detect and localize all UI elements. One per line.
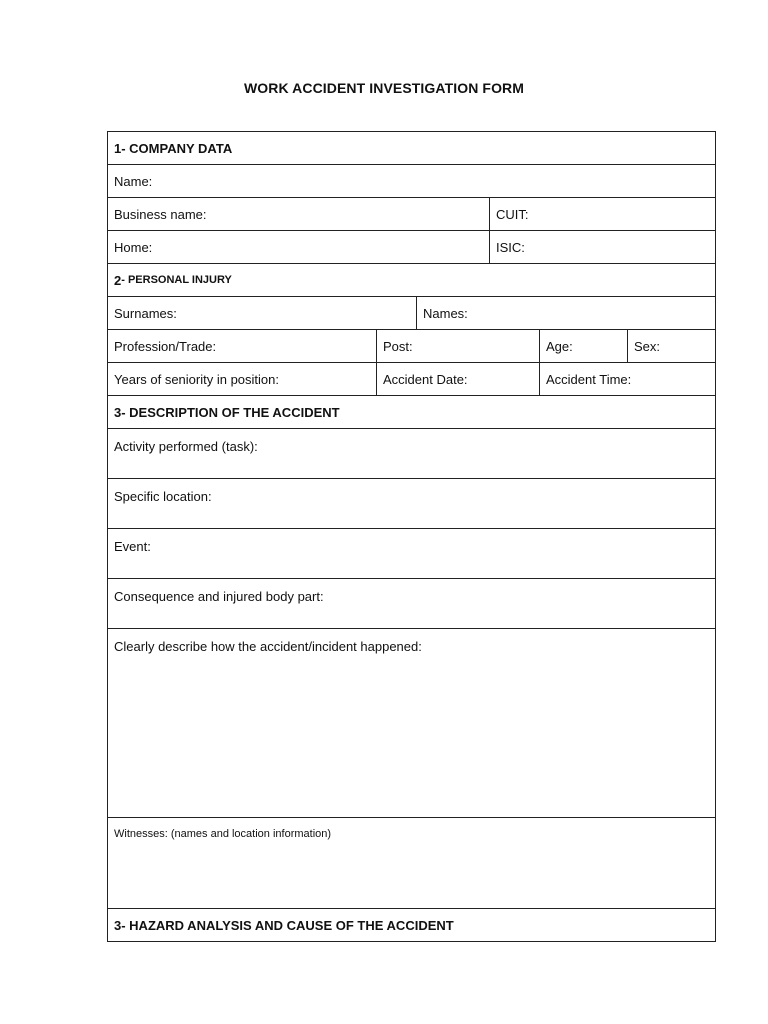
specific-location-field[interactable]: Specific location: xyxy=(108,479,716,529)
accident-time-field[interactable]: Accident Time: xyxy=(540,363,716,396)
cuit-field[interactable]: CUIT: xyxy=(490,198,716,231)
consequence-field[interactable]: Consequence and injured body part: xyxy=(108,579,716,629)
post-field[interactable]: Post: xyxy=(377,330,540,363)
location-row xyxy=(108,479,716,529)
seniority-field[interactable]: Years of seniority in position: xyxy=(108,363,377,396)
profession-field[interactable]: Profession/Trade: xyxy=(108,330,377,363)
surnames-row xyxy=(108,297,716,330)
company-data-heading: 1- COMPANY DATA xyxy=(108,132,716,165)
business-name-row xyxy=(108,198,716,231)
witnesses-row xyxy=(108,818,716,909)
accident-description-field[interactable]: Clearly describe how the accident/incident happened: xyxy=(108,629,716,818)
names-field[interactable]: Names: xyxy=(417,297,716,330)
personal-injury-heading xyxy=(108,264,716,297)
accident-date-field[interactable]: Accident Date: xyxy=(377,363,540,396)
event-field[interactable]: Event: xyxy=(108,529,716,579)
company-name-field[interactable]: Name: xyxy=(108,165,716,198)
surnames-field[interactable]: Surnames: xyxy=(108,297,417,330)
consequence-row xyxy=(108,579,716,629)
sex-field[interactable]: Sex: xyxy=(628,330,716,363)
description-heading: 3- DESCRIPTION OF THE ACCIDENT xyxy=(108,396,716,429)
profession-row xyxy=(108,330,716,363)
home-row xyxy=(108,231,716,264)
event-row xyxy=(108,529,716,579)
home-field[interactable]: Home: xyxy=(108,231,490,264)
description-heading-row xyxy=(108,396,716,429)
hazard-heading-row xyxy=(108,909,716,942)
activity-row xyxy=(108,429,716,479)
personal-heading-row xyxy=(108,264,716,297)
seniority-row xyxy=(108,363,716,396)
hazard-analysis-heading: 3- HAZARD ANALYSIS AND CAUSE OF THE ACCIDENT xyxy=(108,909,716,942)
personal-injury-heading-text: - PERSONAL INJURY xyxy=(121,274,232,286)
company-name-row xyxy=(108,165,716,198)
activity-field[interactable]: Activity performed (task): xyxy=(108,429,716,479)
form-title: WORK ACCIDENT INVESTIGATION FORM xyxy=(243,80,525,96)
investigation-form-table xyxy=(107,131,716,942)
age-field[interactable]: Age: xyxy=(540,330,628,363)
witnesses-field[interactable]: Witnesses: (names and location information) xyxy=(108,818,716,909)
company-heading-row xyxy=(108,132,716,165)
how-row xyxy=(108,629,716,818)
isic-field[interactable]: ISIC: xyxy=(490,231,716,264)
personal-injury-heading-number: 2 xyxy=(114,272,122,288)
business-name-field[interactable]: Business name: xyxy=(108,198,490,231)
